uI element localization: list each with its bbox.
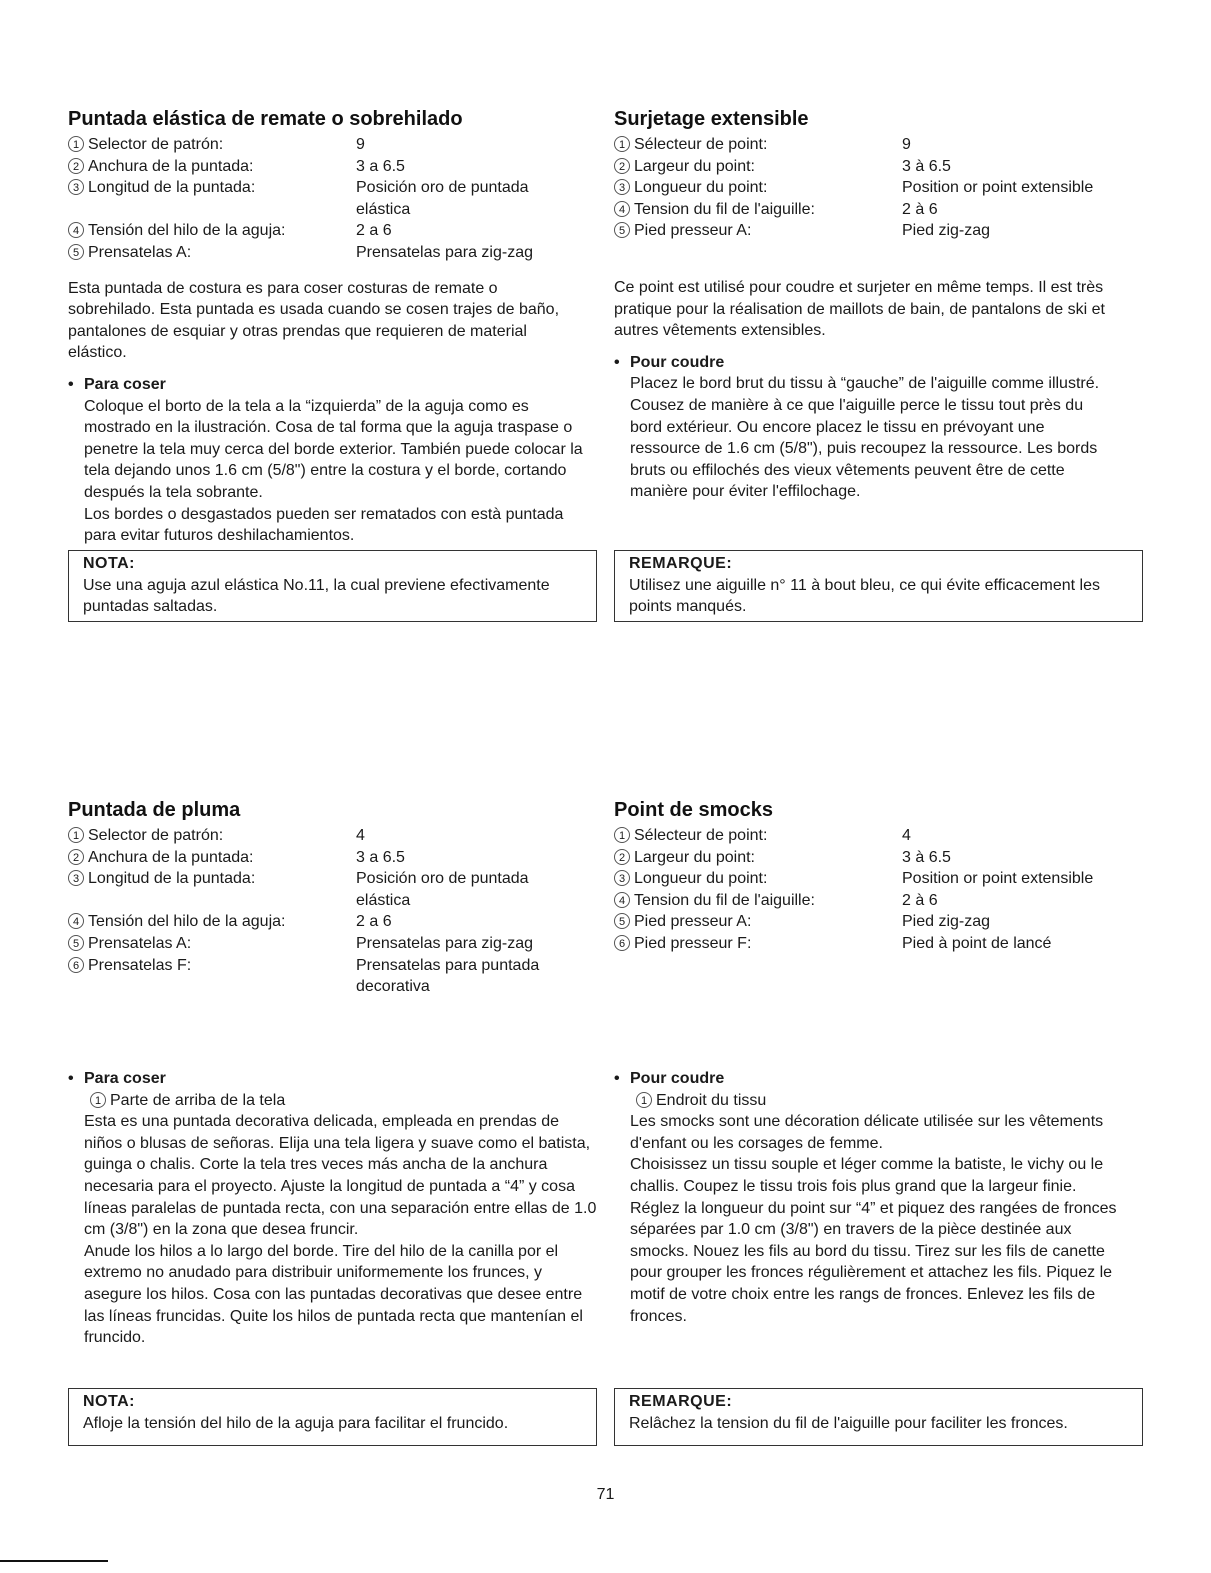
spec-label: Pied presseur F: <box>634 934 752 952</box>
note-text: Use una aguja azul elástica No.11, la cual previene efectivamente puntadas saltadas. <box>83 576 550 616</box>
circled-number: 5 <box>68 244 84 260</box>
spec-row <box>614 825 1144 847</box>
body-paragraph: Esta es una puntada decorativa delicada, empleada en prendas de niños o blusas de señoras. Elija una tela ligera y suave como el batista, guinga o chalis. Corte la tela tres veces más ancha de la anchura necesaria para el proyecto. Ajuste la longitud de puntada a “4” y cosa líneas paralelas de puntada recta, con una separación entre ellas de 1.0 cm (3/8") en la zona que desea fruncir. <box>84 1113 597 1239</box>
bullet-heading: • Pour coudre <box>614 1070 725 1087</box>
section-es-feather <box>68 797 598 998</box>
spec-row <box>68 868 598 911</box>
spec-row <box>614 220 1144 242</box>
note-text: Afloje la tensión del hilo de la aguja para facilitar el fruncido. <box>83 1414 509 1432</box>
circled-number: 5 <box>614 222 630 238</box>
spec-value: 3 à 6.5 <box>902 157 951 175</box>
circled-number: 4 <box>68 222 84 238</box>
circled-number: 1 <box>614 827 630 843</box>
section-title: Puntada de pluma <box>68 799 241 821</box>
body-paragraph: Les smocks sont une décoration délicate utilisée sur les vêtements d'enfant ou les corsages de femme. <box>630 1113 1104 1152</box>
circled-number: 4 <box>614 892 630 908</box>
spec-value: Posición oro de puntada elástica <box>356 870 529 909</box>
spec-value: 2 a 6 <box>356 222 392 240</box>
section-fr-smocks <box>614 797 1144 955</box>
note-title: REMARQUE: <box>629 1393 733 1410</box>
spec-value: Position or point extensible <box>902 179 1094 197</box>
spec-label: Prensatelas A: <box>88 243 192 261</box>
spec-label: Tensión del hilo de la aguja: <box>88 913 286 931</box>
body-paragraph: Anude los hilos a lo largo del borde. Tire del hilo de la canilla por el extremo no anudado para distribuir uniformemente los frunces, y asegure los hilos. Cosa con las puntadas decorativas que desee entre las líneas fruncidas. Quite los hilos de puntada recta que mantenían el fruncido. <box>84 1242 583 1347</box>
note-text: Utilisez une aiguille n° 11 à bout bleu, ce qui évite efficacement les points manqués. <box>629 576 1100 616</box>
bullet-title: Pour coudre <box>630 1070 725 1087</box>
spec-value: 4 <box>902 827 911 844</box>
circled-number: 1 <box>636 1092 652 1108</box>
section-fr-smocks-body <box>614 1068 1144 1327</box>
spec-label: Longitud de la puntada: <box>88 179 256 197</box>
footer-rule <box>0 1560 108 1562</box>
circled-number: 3 <box>68 870 84 886</box>
note-text: Relâchez la tension du fil de l'aiguille pour faciliter les fronces. <box>629 1414 1068 1432</box>
spec-value: Position or point extensible <box>902 870 1094 888</box>
circled-number: 5 <box>614 913 630 929</box>
note-box <box>614 1388 1143 1446</box>
spec-row <box>68 134 598 156</box>
spec-list <box>68 134 598 264</box>
spec-row <box>614 134 1144 156</box>
bullet-title: Para coser <box>84 1070 166 1087</box>
section-fr-overlock <box>614 106 1144 503</box>
spec-label: Largeur du point: <box>634 848 755 866</box>
spec-label: Selector de patrón: <box>88 136 224 153</box>
spec-value: Pied à point de lancé <box>902 934 1052 952</box>
spec-label: Prensatelas A: <box>88 934 192 952</box>
spec-list <box>614 825 1144 955</box>
bullet-title: Pour coudre <box>630 353 725 371</box>
section-title: Point de smocks <box>614 799 773 821</box>
spec-row <box>614 847 1144 869</box>
spec-row <box>68 955 598 998</box>
note-title: NOTA: <box>83 1393 135 1410</box>
spec-row <box>614 199 1144 221</box>
spec-row <box>68 933 598 955</box>
spec-label: Selector de patrón: <box>88 827 224 844</box>
spec-label: Longueur du point: <box>634 179 768 197</box>
circled-number: 2 <box>614 849 630 865</box>
spec-label: Sélecteur de point: <box>634 827 768 844</box>
circled-number: 3 <box>614 870 630 886</box>
spec-value: 4 <box>356 827 365 844</box>
section-es-feather-body <box>68 1068 598 1349</box>
spec-value: 3 a 6.5 <box>356 848 405 866</box>
circled-number: 2 <box>614 158 630 174</box>
spec-row <box>614 868 1144 890</box>
intro-paragraph: Ce point est utilisé pour coudre et surjeter en même temps. Il est très pratique pour la réalisation de maillots de bain, de pantalons de ski et autres vêtements extensibles. <box>614 278 1105 340</box>
body-paragraph: Choisissez un tissu souple et léger comme la batiste, le vichy ou le challis. Coupez le tissu trois fois plus grand que la largeur finie. Réglez la longueur du point sur “4” et piquez des rangées de fronces séparées par 1.0 cm (3/8") en travers de la pièce destinée aux smocks. Nouez les fils au bord du tissu. Tirez sur les fils de canette pour grouper les fronces régulièrement et attachez les fils. Piquez le motif de votre choix entre les rangs de fronces. Enlevez les fils de fronces. <box>630 1156 1117 1325</box>
circled-number: 3 <box>68 179 84 195</box>
spec-row <box>614 933 1144 955</box>
spec-row <box>614 156 1144 178</box>
spec-value: Prensatelas para zig-zag <box>356 934 533 952</box>
spec-value: Pied zig-zag <box>902 913 991 931</box>
spec-row <box>68 242 598 264</box>
circled-number: 2 <box>68 158 84 174</box>
spec-label: Tension du fil de l'aiguille: <box>634 891 815 909</box>
circled-number: 5 <box>68 935 84 951</box>
spec-row <box>68 156 598 178</box>
circled-number: 6 <box>614 935 630 951</box>
spec-label: Sélecteur de point: <box>634 136 768 153</box>
intro-paragraph: Esta puntada de costura es para coser costuras de remate o sobrehilado. Esta puntada es usada cuando se cosen trajes de baño, pantalones de esquiar y otras prendas que requieren de material elástico. <box>68 279 560 362</box>
spec-row <box>68 177 598 220</box>
note-title: REMARQUE: <box>629 555 733 572</box>
body-paragraph: Los bordes o desgastados pueden ser rematados con està puntada para evitar futuros deshilachamientos. <box>84 505 564 545</box>
section-es-overlock <box>68 106 598 547</box>
spec-label: Prensatelas F: <box>88 956 192 974</box>
spec-row <box>68 220 598 242</box>
spec-value: 9 <box>356 136 365 153</box>
circled-number: 6 <box>68 957 84 973</box>
spec-label: Largeur du point: <box>634 157 755 175</box>
spec-label: Anchura de la puntada: <box>88 848 254 866</box>
spec-label: Tension du fil de l'aiguille: <box>634 200 815 218</box>
body-paragraph: Coloque el borto de la tela a la “izquierda” de la aguja como es mostrado en la ilustración. Cosa de tal forma que la aguja traspase o penetre la tela muy cerca del borde exterior. También puede colocar la tela dejando unos 1.6 cm (5/8") entre la costura y el borde, cortando después la tela sobrante. <box>84 397 583 501</box>
note-box <box>614 550 1143 622</box>
circled-number: 1 <box>90 1092 106 1108</box>
circled-number: 3 <box>614 179 630 195</box>
spec-row <box>68 847 598 869</box>
spec-value: Pied zig-zag <box>902 222 991 240</box>
spec-value: Prensatelas para zig-zag <box>356 243 533 261</box>
spec-label: Pied presseur A: <box>634 222 752 240</box>
sub-caption-label: Endroit du tissu <box>656 1091 767 1109</box>
bullet-heading: • Para coser <box>68 1070 166 1087</box>
spec-row <box>614 911 1144 933</box>
spec-value: 3 à 6.5 <box>902 848 951 866</box>
section-title: Puntada elástica de remate o sobrehilado <box>68 108 463 130</box>
sub-caption-label: Parte de arriba de la tela <box>110 1091 286 1109</box>
spec-value: 2 a 6 <box>356 913 392 931</box>
spec-label: Longueur du point: <box>634 870 768 888</box>
spec-list <box>68 825 598 998</box>
spec-value: 2 à 6 <box>902 200 938 218</box>
spec-value: 9 <box>902 136 911 153</box>
spec-value: Posición oro de puntada elástica <box>356 179 529 218</box>
spec-label: Tensión del hilo de la aguja: <box>88 222 286 240</box>
spec-row <box>614 890 1144 912</box>
spec-value: 2 à 6 <box>902 891 938 909</box>
spec-list <box>614 134 1144 242</box>
note-box <box>68 1388 597 1446</box>
sub-caption <box>614 1090 1144 1112</box>
circled-number: 2 <box>68 849 84 865</box>
spec-value: 3 a 6.5 <box>356 157 405 175</box>
spec-value: Prensatelas para puntada decorativa <box>356 956 540 996</box>
sub-caption <box>68 1090 598 1112</box>
spec-label: Pied presseur A: <box>634 913 752 931</box>
circled-number: 4 <box>68 913 84 929</box>
spec-row <box>68 911 598 933</box>
bullet-heading: • Pour coudre <box>614 353 725 371</box>
spec-row <box>614 177 1144 199</box>
circled-number: 1 <box>68 827 84 843</box>
bullet-heading: • Para coser <box>68 375 166 393</box>
note-title: NOTA: <box>83 555 135 572</box>
spec-label: Anchura de la puntada: <box>88 157 254 175</box>
section-title: Surjetage extensible <box>614 108 809 130</box>
circled-number: 1 <box>614 136 630 152</box>
bullet-title: Para coser <box>84 375 166 393</box>
spec-row <box>68 825 598 847</box>
note-box <box>68 550 597 622</box>
body-paragraph: Placez le bord brut du tissu à “gauche” de l'aiguille comme illustré. Cousez de manière à ce que l'aiguille perce le tissu tout près du bord extérieur. Ou encore placez le tissu en prévoyant une ressource de 1.6 cm (5/8"), puis recoupez la ressource. Les bords bruts ou effilochés des vieux vêtements peuvent être de cette manière pour éviter l'effilochage. <box>630 375 1100 501</box>
circled-number: 1 <box>68 136 84 152</box>
circled-number: 4 <box>614 201 630 217</box>
page-number: 71 <box>596 1486 615 1503</box>
spec-label: Longitud de la puntada: <box>88 870 256 888</box>
